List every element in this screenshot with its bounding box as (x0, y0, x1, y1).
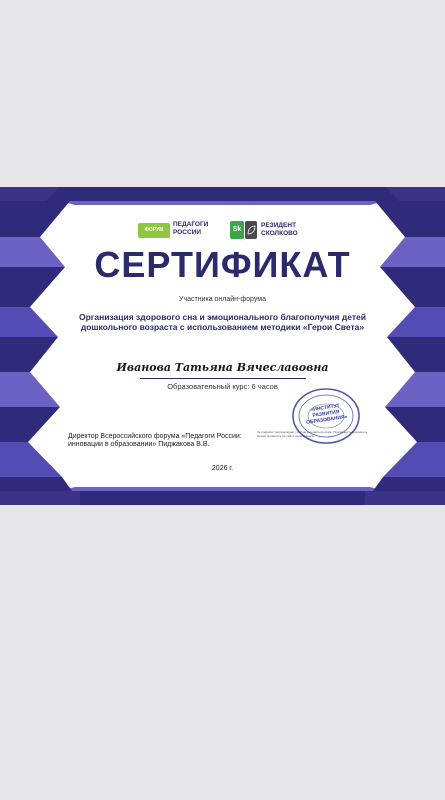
certificate-year: 2026 г. (211, 465, 234, 472)
certificate (0, 187, 445, 505)
frame-top-shade (60, 201, 385, 205)
skolkovo-logo (230, 220, 315, 242)
leaf-icon (245, 221, 257, 239)
seal-stamp-text: «ИНСТИТУТ РАЗВИТИЯ ОБРАЗОВАНИЯ» (305, 403, 348, 426)
name-underline (140, 378, 306, 379)
recipient-name: Иванова Татьяна Вячеславовна (116, 361, 329, 374)
skolkovo-logo-mark: Sk (230, 221, 244, 239)
course-hours: Образовательный курс: 6 часов (167, 382, 278, 391)
frame-top-band (0, 187, 445, 201)
certificate-title: СЕРТИФИКАТ (94, 244, 351, 285)
forum-logo-text: ПЕДАГОГИ РОССИИ (173, 221, 209, 236)
director-signature-block: Директор Всероссийского форума «Педагоги России: инновации в образовании» Пиджакова В.В. (68, 433, 242, 448)
skolkovo-logo-text: РЕЗИДЕНТ СКОЛКОВО (261, 222, 298, 237)
forum-logo-mark: ФОРУМ (138, 223, 170, 238)
fine-print: Сертификат подтверждает участие в онлайн-форуме. Подлинность документа можно проверить на сайте организатора. (257, 430, 368, 438)
certificate-subtitle: Участника онлайн-форума (179, 296, 266, 303)
forum-logo (138, 220, 218, 242)
event-title: Организация здорового сна и эмоционального благополучия детей дошкольного возраста с использованием методики «Герои Света» (79, 312, 366, 332)
logos-row (0, 220, 445, 242)
frame-bottom-shade (60, 487, 385, 491)
